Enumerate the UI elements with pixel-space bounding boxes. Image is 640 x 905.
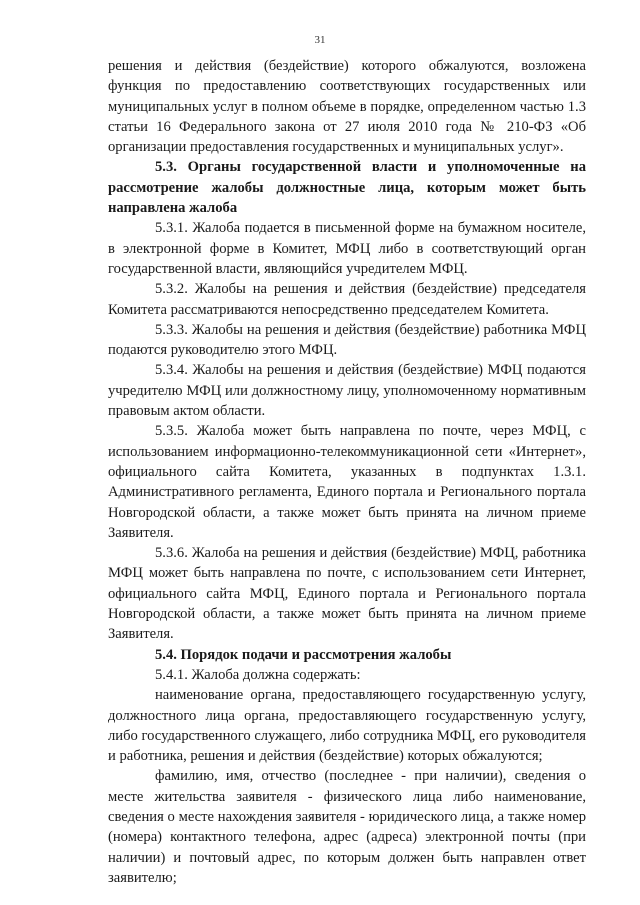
document-body bbox=[108, 56, 586, 888]
paragraph-applicant-details: фамилию, имя, отчество (последнее - при наличии), сведения о месте жительства заявителя - физического лица либо наименование, сведения о месте нахождения заявителя - юридического лица, а также номер (номера) контактного телефона, адрес (адреса) электронной почты (при наличии) и почтовый адрес, по которым должен быть направлен ответ заявителю; bbox=[108, 768, 586, 886]
paragraph-complaint-subject: решения и действия (бездействие) которого обжалуются, возложена функция по предоставлению соответствующих государственных или муниципальных услуг в полном объеме в порядке, определенном частью 1.3 статьи 16 Федерального закона от 27 июля 2010 года № 210-ФЗ «Об организации предоставления государственных и муниципальных услуг». bbox=[108, 58, 586, 156]
section-heading-5-3: 5.3. Органы государственной власти и уполномоченные на рассмотрение жалобы должностные лица, которым может быть направлена жалоба bbox=[108, 159, 586, 217]
paragraph-5-3-1: 5.3.1. Жалоба подается в письменной форме на бумажном носителе, в электронной форме в Комитет, МФЦ либо в соответствующий орган государственной власти, являющийся учредителем МФЦ. bbox=[108, 220, 586, 277]
paragraph-5-3-4: 5.3.4. Жалобы на решения и действия (бездействие) МФЦ подаются учредителю МФЦ или должностному лицу, уполномоченному нормативным правовым актом области. bbox=[108, 362, 586, 420]
paragraph-5-3-5: 5.3.5. Жалоба может быть направлена по почте, через МФЦ, с использованием информационно-телекоммуникационной сети «Интернет», официального сайта Комитета, указанных в подпунктах 1.3.1. Административного регламента, Единого портала и Регионального портала Новгородской области, а также может быть принята на личном приеме Заявителя. bbox=[108, 423, 586, 541]
page-number: 31 bbox=[314, 34, 326, 46]
paragraph-5-3-6: 5.3.6. Жалоба на решения и действия (бездействие) МФЦ, работника МФЦ может быть направлена по почте, с использованием сети Интернет, официального сайта МФЦ, Единого портала и Регионального портала Новгородской области, а также может быть принята на личном приеме Заявителя. bbox=[108, 545, 586, 643]
paragraph-5-3-2: 5.3.2. Жалобы на решения и действия (бездействие) председателя Комитета рассматриваются непосредственно председателем Комитета. bbox=[108, 281, 586, 318]
paragraph-5-3-3: 5.3.3. Жалобы на решения и действия (бездействие) работника МФЦ подаются руководителю этого МФЦ. bbox=[108, 321, 586, 359]
section-heading-5-4: 5.4. Порядок подачи и рассмотрения жалобы bbox=[155, 646, 452, 663]
paragraph-authority-name: наименование органа, предоставляющего государственную услугу, должностного лица органа, предоставляющего государственную услугу, либо государственного служащего, либо сотрудника МФЦ, его руководителя и работника, решения и действия (бездействие) которых обжалуются; bbox=[108, 687, 586, 765]
paragraph-5-4-1: 5.4.1. Жалоба должна содержать: bbox=[155, 666, 361, 683]
